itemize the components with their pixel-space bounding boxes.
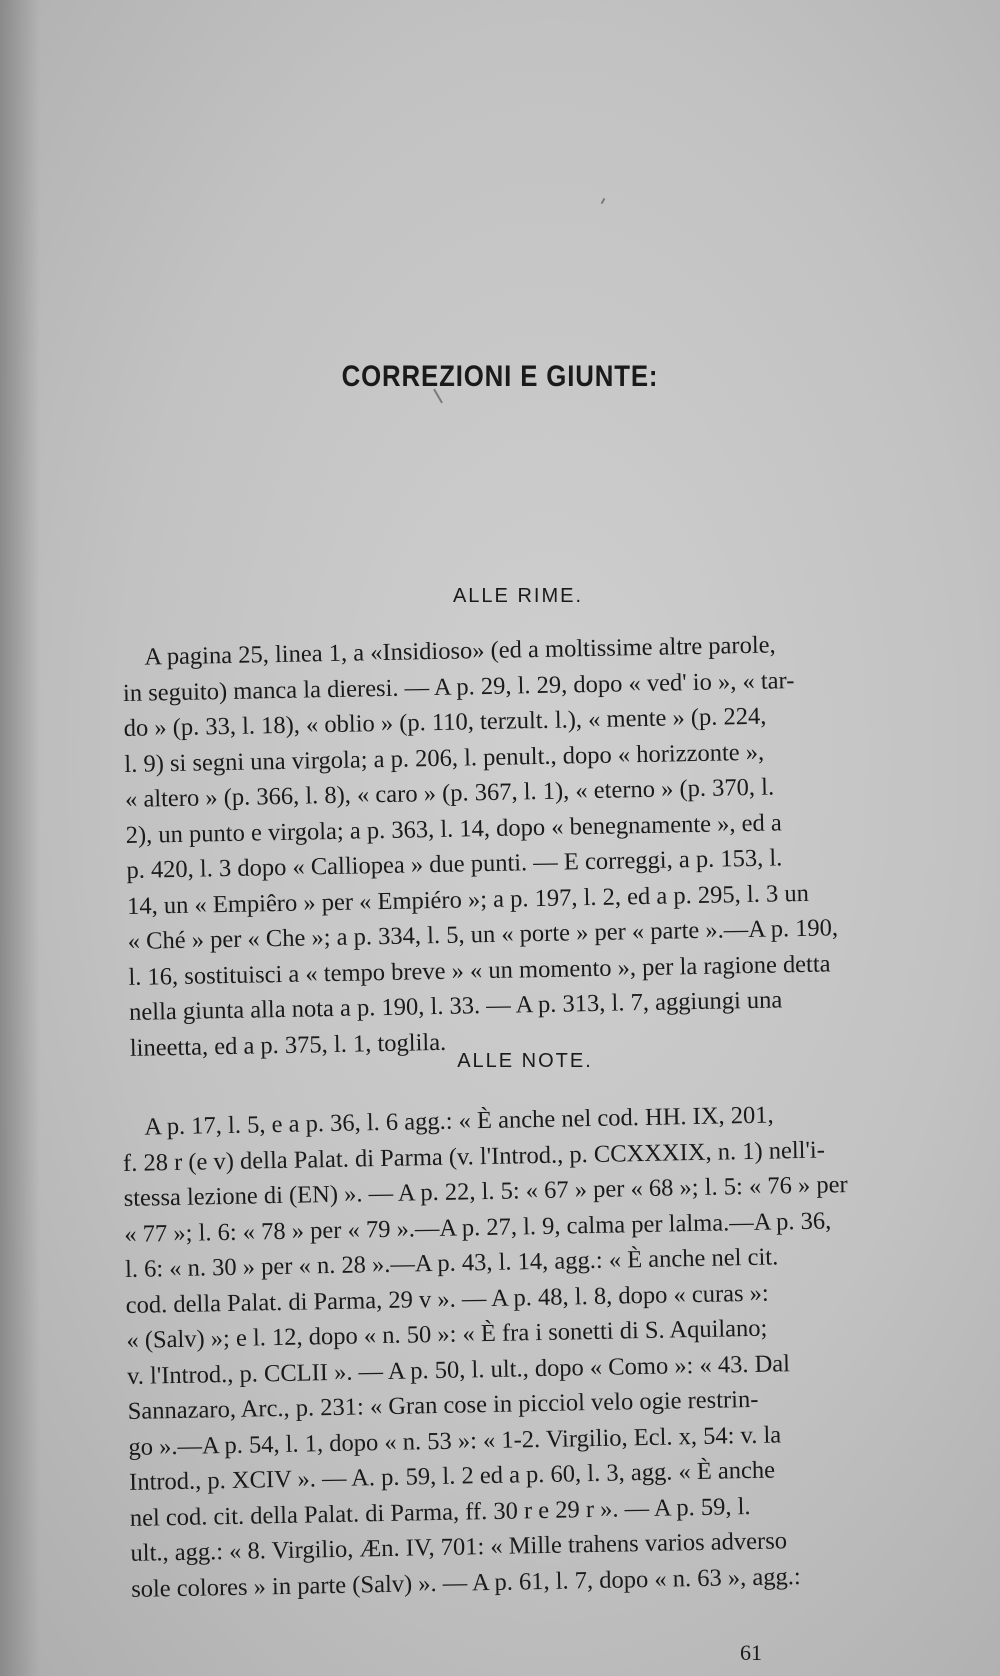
page-mark: [601, 198, 606, 204]
page-title: CORREZIONI E GIUNTE:: [341, 360, 659, 393]
text-line: 14, un « Empiêro » per « Empiéro »; a p. 197, l. 2, ed a p. 295, l. 3 un: [126, 879, 810, 920]
text-line: « 77 »; l. 6: « 78 » per « 79 ».—A p. 27, l. 9, calma per lalma.—A p. 36,: [124, 1206, 832, 1248]
text-line: nel cod. cit. della Palat. di Parma, ff. 30 r e 29 r ». — A p. 59, l.: [129, 1492, 751, 1532]
text-line: l. 16, sostituisci a « tempo breve » « un momento », per la ragione detta: [128, 949, 831, 991]
text-line: nella giunta alla nota a p. 190, l. 33. — A p. 313, l. 7, aggiungi una: [128, 986, 783, 1026]
page-number: 61: [740, 1640, 762, 1665]
book-spine-shadow: [0, 0, 40, 1676]
text-line: stessa lezione di (EN) ». — A p. 22, l. 5: « 67 » per « 68 »; l. 5: « 76 » per: [123, 1171, 848, 1212]
text-line: lineetta, ed a p. 375, l. 1, toglila.: [129, 1028, 447, 1062]
text-line: sole colores » in parte (Salv) ». — A p. 61, l. 7, dopo « n. 63 », agg.:: [130, 1562, 801, 1603]
text-line: go ».—A p. 54, l. 1, dopo « n. 53 »: « 1-2. Virgilio, Ecl. x, 54: v. la: [128, 1420, 782, 1461]
text-line: f. 28 r (e v) della Palat. di Parma (v. l'Introd., p. CCXXXIX, n. 1) nell'i-: [122, 1136, 826, 1177]
section-heading-note: ALLE NOTE.: [457, 1050, 593, 1072]
text-line: « (Salv) »; e l. 12, dopo « n. 50 »: « È fra i sonetti di S. Aquilano;: [126, 1314, 768, 1354]
text-line: v. l'Introd., p. CCLII ». — A p. 50, l. ult., dopo « Como »: « 43. Dal: [126, 1349, 791, 1390]
text-line: do » (p. 33, l. 18), « oblio » (p. 110, terzult. l.), « mente » (p. 224,: [123, 702, 767, 742]
text-line: p. 420, l. 3 dopo « Calliopea » due punti. — E correggi, a p. 153, l.: [126, 844, 783, 884]
text-line: « Ché » per « Che »; a p. 334, l. 5, un « porte » per « parte ».—A p. 190,: [127, 914, 839, 955]
text-line: cod. della Palat. di Parma, 29 v ». — A p. 48, l. 8, dopo « curas »:: [125, 1279, 769, 1319]
text-line: l. 6: « n. 30 » per « n. 28 ».—A p. 43, l. 14, agg.: « È anche nel cit.: [124, 1243, 779, 1283]
text-line: l. 9) si segni una virgola; a p. 206, l. penult., dopo « horizzonte »,: [124, 738, 765, 778]
text-line: Sannazaro, Arc., p. 231: « Gran cose in picciol velo ogie restrin-: [127, 1385, 759, 1425]
text-line: A p. 17, l. 5, e a p. 36, l. 6 agg.: « È anche nel cod. HH. IX, 201,: [144, 1101, 774, 1141]
note-corrections: [122, 1095, 891, 1606]
text-line: Introd., p. XCIV ». — A. p. 59, l. 2 ed a p. 60, l. 3, agg. « È anche: [128, 1456, 776, 1496]
text-line: « altero » (p. 366, l. 8), « caro » (p. 367, l. 1), « eterno » (p. 370, l.: [124, 773, 775, 813]
text-line: 2), un punto e virgola; a p. 363, l. 14, dopo « benegnamente », ed a: [125, 808, 783, 849]
text-line: ult., agg.: « 8. Virgilio, Æn. IV, 701: « Mille trahens varios adverso: [130, 1527, 788, 1567]
section-heading-rime: ALLE RIME.: [452, 585, 584, 607]
text-line: A pagina 25, linea 1, a «Insidioso» (ed a moltissime altre parole,: [144, 631, 776, 671]
text-line: in seguito) manca la dieresi. — A p. 29, l. 29, dopo « ved' io », « tar-: [122, 666, 795, 707]
rime-corrections: [122, 625, 890, 1066]
